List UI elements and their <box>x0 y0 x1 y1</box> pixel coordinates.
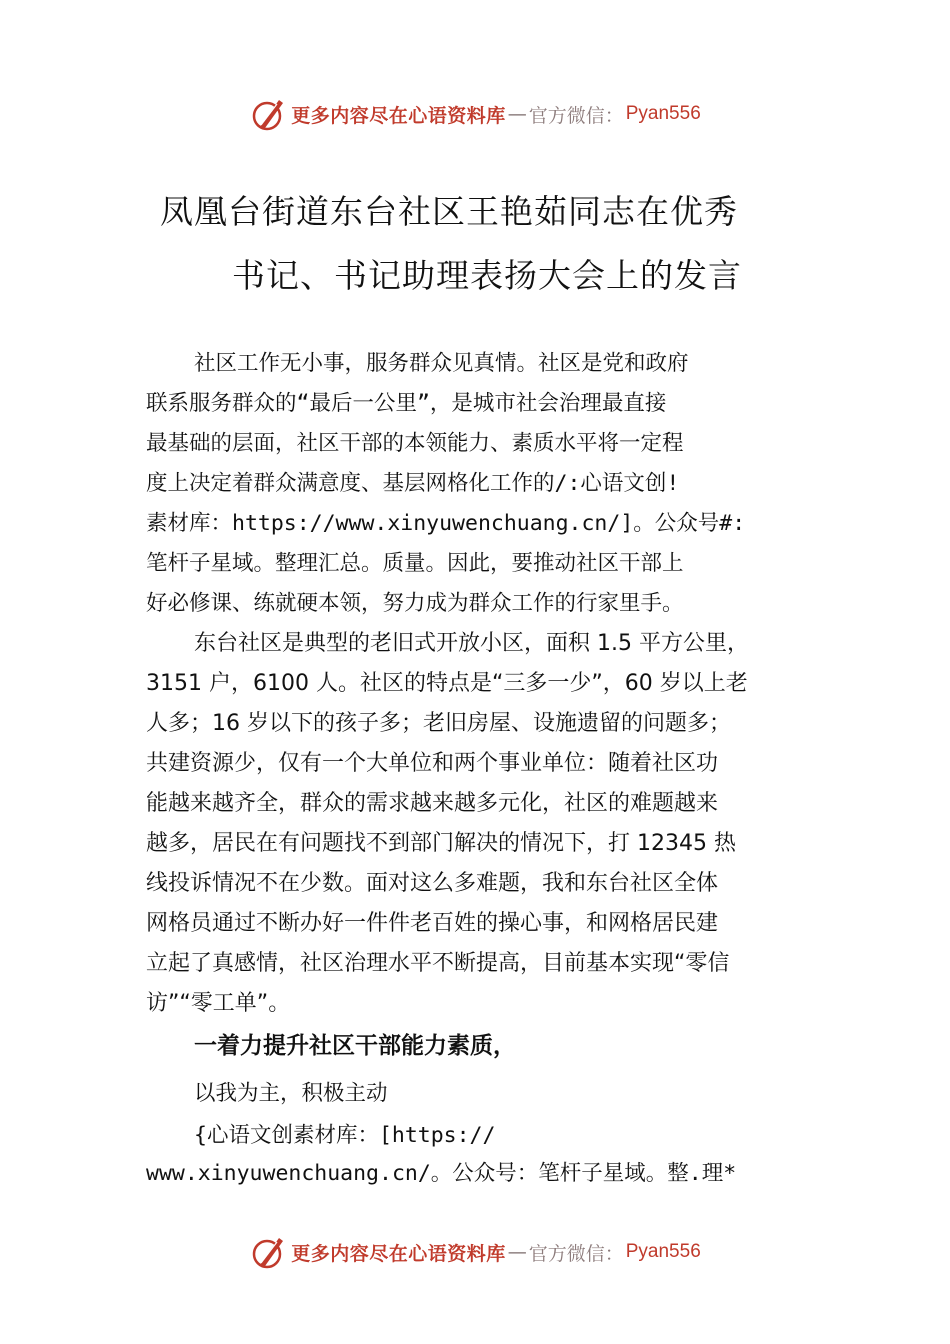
text-line: 立起了真感情，社区治理水平不断提高，目前基本实现“零信 <box>146 951 730 976</box>
text-line: 网格员通过不断办好一件件老百姓的操心事，和网格居民建 <box>146 911 719 936</box>
banner-wechat-label: 官方微信： <box>528 104 624 127</box>
quill-pen-logo-icon <box>249 94 289 134</box>
quill-pen-logo-icon <box>249 1232 289 1272</box>
footer-banner <box>0 1230 950 1274</box>
header-banner <box>0 92 950 136</box>
text-line: www.xinyuwenchuang.cn/。公众号：笔杆子星域。整.理* <box>146 1161 737 1186</box>
text-line: 笔杆子星域。整理汇总。质量。因此，要推动社区干部上 <box>146 551 684 576</box>
banner-separator: — <box>507 103 527 125</box>
banner-wechat-id: Pyan556 <box>625 1241 701 1262</box>
text-line: 素材库：https://www.xinyuwenchuang.cn/]。公众号#: <box>146 511 746 536</box>
banner-text: 更多内容尽在心语资料库 <box>291 104 506 127</box>
text-line: 好必修课、练就硬本领，努力成为群众工作的行家里手。 <box>146 591 684 616</box>
banner-wechat-label: 官方微信： <box>528 1242 624 1265</box>
text-line: 社区工作无小事，服务群众见真情。社区是党和政府 <box>194 351 689 376</box>
banner-separator: — <box>507 1241 527 1263</box>
banner-text: 更多内容尽在心语资料库 <box>291 1242 506 1265</box>
banner-wechat-id: Pyan556 <box>625 103 701 124</box>
text-line: 共建资源少，仅有一个大单位和两个事业单位：随着社区功 <box>146 751 719 776</box>
text-line: 以我为主，积极主动 <box>194 1081 388 1106</box>
text-line: {心语文创素材库：[https:// <box>194 1123 496 1148</box>
text-line: 越多，居民在有问题找不到部门解决的情况下，打 12345 热 <box>146 831 736 856</box>
document-title-line-2: 书记、书记助理表扬大会上的发言 <box>232 256 742 295</box>
text-line: 人多；16 岁以下的孩子多；老旧房屋、设施遗留的问题多； <box>146 711 731 736</box>
text-line: 东台社区是典型的老旧式开放小区，面积 1.5 平方公里， <box>194 631 749 656</box>
text-line: 最基础的层面，社区干部的本领能力、素质水平将一定程 <box>146 431 684 456</box>
text-line: 访”“零工单”。 <box>146 991 291 1016</box>
text-line: 联系服务群众的“最后一公里”，是城市社会治理最直接 <box>146 391 667 416</box>
text-line: 能越来越齐全，群众的需求越来越多元化，社区的难题越来 <box>146 791 719 816</box>
document-title-line-1: 凤凰台街道东台社区王艳茹同志在优秀 <box>160 192 738 231</box>
text-line: 度上决定着群众满意度、基层网格化工作的/:心语文创! <box>146 471 680 496</box>
section-heading: 一着力提升社区干部能力素质， <box>194 1033 516 1059</box>
text-line: 线投诉情况不在少数。面对这么多难题，我和东台社区全体 <box>146 871 719 896</box>
text-line: 3151 户，6100 人。社区的特点是“三多一少”，60 岁以上老 <box>146 671 748 696</box>
